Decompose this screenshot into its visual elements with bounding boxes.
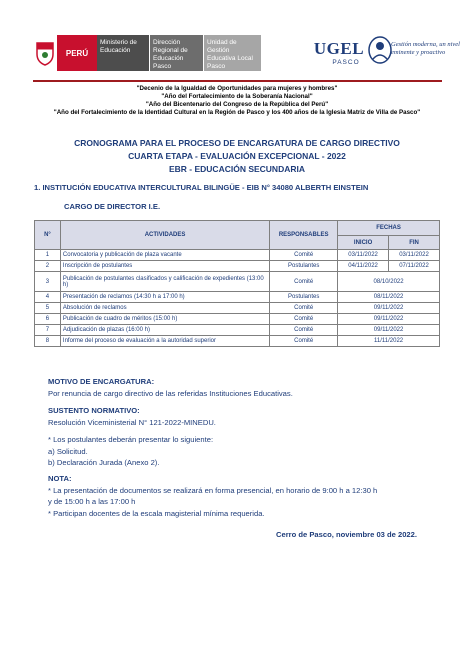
document-title: CRONOGRAMA PARA EL PROCESO DE ENCARGATURA DE CARGO DIRECTIVO: [74, 138, 400, 148]
ugel-emblem-icon: [367, 35, 393, 65]
requisito-item: a) Solicitud.: [48, 446, 88, 456]
table-row: 6 Publicación de cuadro de méritos (15:00 h) Comité 09/11/2022: [35, 314, 440, 325]
letterhead: [33, 33, 460, 79]
table-row: 1 Convocatoria y publicación de plaza vacante Comité 03/11/2022 03/11/2022: [35, 250, 440, 261]
motivo-label: MOTIVO DE ENCARGATURA:: [48, 377, 155, 386]
regional-direction-label: Dirección Regional de Educación Pasco: [149, 35, 203, 71]
col-header-fechas: FECHAS: [338, 221, 440, 236]
ugel-slogan: Gestión moderna, un nivel eminente y proactivo: [391, 41, 460, 56]
coat-of-arms-icon: [33, 35, 57, 71]
decree-line: "Año del Bicentenario del Congreso de la República del Perú": [145, 101, 329, 108]
motivo-text: Por renuncia de cargo directivo de las referidas Instituciones Educativas.: [48, 388, 293, 398]
schedule-table: [34, 220, 440, 347]
col-header-responsables: RESPONSABLES: [270, 221, 338, 250]
decree-line: "Año del Fortalecimiento de la Identidad Cultural en la Región de Pasco y los 400 años de la Iglesia Matriz de Villa de Pasco": [53, 109, 421, 116]
place-date-signature: Cerro de Pasco, noviembre 03 de 2022.: [276, 530, 417, 539]
table-row: 7 Adjudicación de plazas (16:00 h) Comité 09/11/2022: [35, 325, 440, 336]
document-subtitle: EBR - EDUCACIÓN SECUNDARIA: [168, 164, 305, 174]
sustento-section: [48, 405, 216, 428]
table-row: 8 Informe del proceso de evaluación a la autoridad superior Comité 11/11/2022: [35, 336, 440, 347]
col-header-fin: FIN: [389, 236, 440, 250]
col-header-inicio: INICIO: [338, 236, 389, 250]
decree-line: "Año del Fortalecimiento de la Soberanía Nacional": [161, 93, 313, 100]
cargo-heading: CARGO DE DIRECTOR I.E.: [64, 202, 161, 211]
nota-line: * La presentación de documentos se realizará en forma presencial, en horario de 9:00 h a 12:30 h: [48, 485, 378, 495]
sustento-label: SUSTENTO NORMATIVO:: [48, 406, 140, 415]
nota-section: [48, 473, 377, 519]
motivo-section: [48, 376, 293, 399]
table-row: 3 Publicación de postulantes clasificados y calificación de expedientes (13:00 h) Comité 08/10/2022: [35, 272, 440, 292]
requisitos-intro: * Los postulantes deberán presentar lo siguiente:: [48, 435, 214, 444]
nota-line: y de 15:00 h a las 17:00 h: [48, 497, 136, 506]
table-row: 2 Inscripción de postulantes Postulantes 04/11/2022 07/11/2022: [35, 261, 440, 272]
nota-label: NOTA:: [48, 474, 72, 483]
ugel-unit-label: Unidad de Gestión Educativa Local Pasco: [203, 35, 261, 71]
institution-heading: 1. INSTITUCIÓN EDUCATIVA INTERCULTURAL BILINGÜE - EIB N° 34080 ALBERTH EINSTEIN: [34, 183, 369, 192]
ministry-logo-block: [33, 35, 261, 71]
nota-line: * Participan docentes de la escala magisterial mínima requerida.: [48, 508, 265, 518]
sustento-text: Resolución Viceministerial N° 121-2022-MINEDU.: [48, 417, 216, 427]
decree-line: "Decenio de la Igualdad de Oportunidades para mujeres y hombres": [136, 85, 338, 92]
document-subtitle: CUARTA ETAPA - EVALUACIÓN EXCEPCIONAL - 2022: [128, 151, 346, 161]
table-row: 5 Absolución de reclamos Comité 09/11/2022: [35, 303, 440, 314]
col-header-number: N°: [35, 221, 61, 250]
col-header-activities: ACTIVIDADES: [60, 221, 269, 250]
header-divider: [33, 80, 442, 82]
peru-label: PERÚ: [57, 35, 97, 71]
ugel-logo: UGEL PASCO: [313, 39, 365, 66]
requisitos-section: [48, 434, 213, 469]
requisito-item: b) Declaración Jurada (Anexo 2).: [48, 458, 160, 467]
ministry-label: Ministerio de Educación: [97, 35, 149, 71]
table-row: 4 Presentación de reclamos (14:30 h a 17:00 h) Postulantes 08/11/2022: [35, 292, 440, 303]
